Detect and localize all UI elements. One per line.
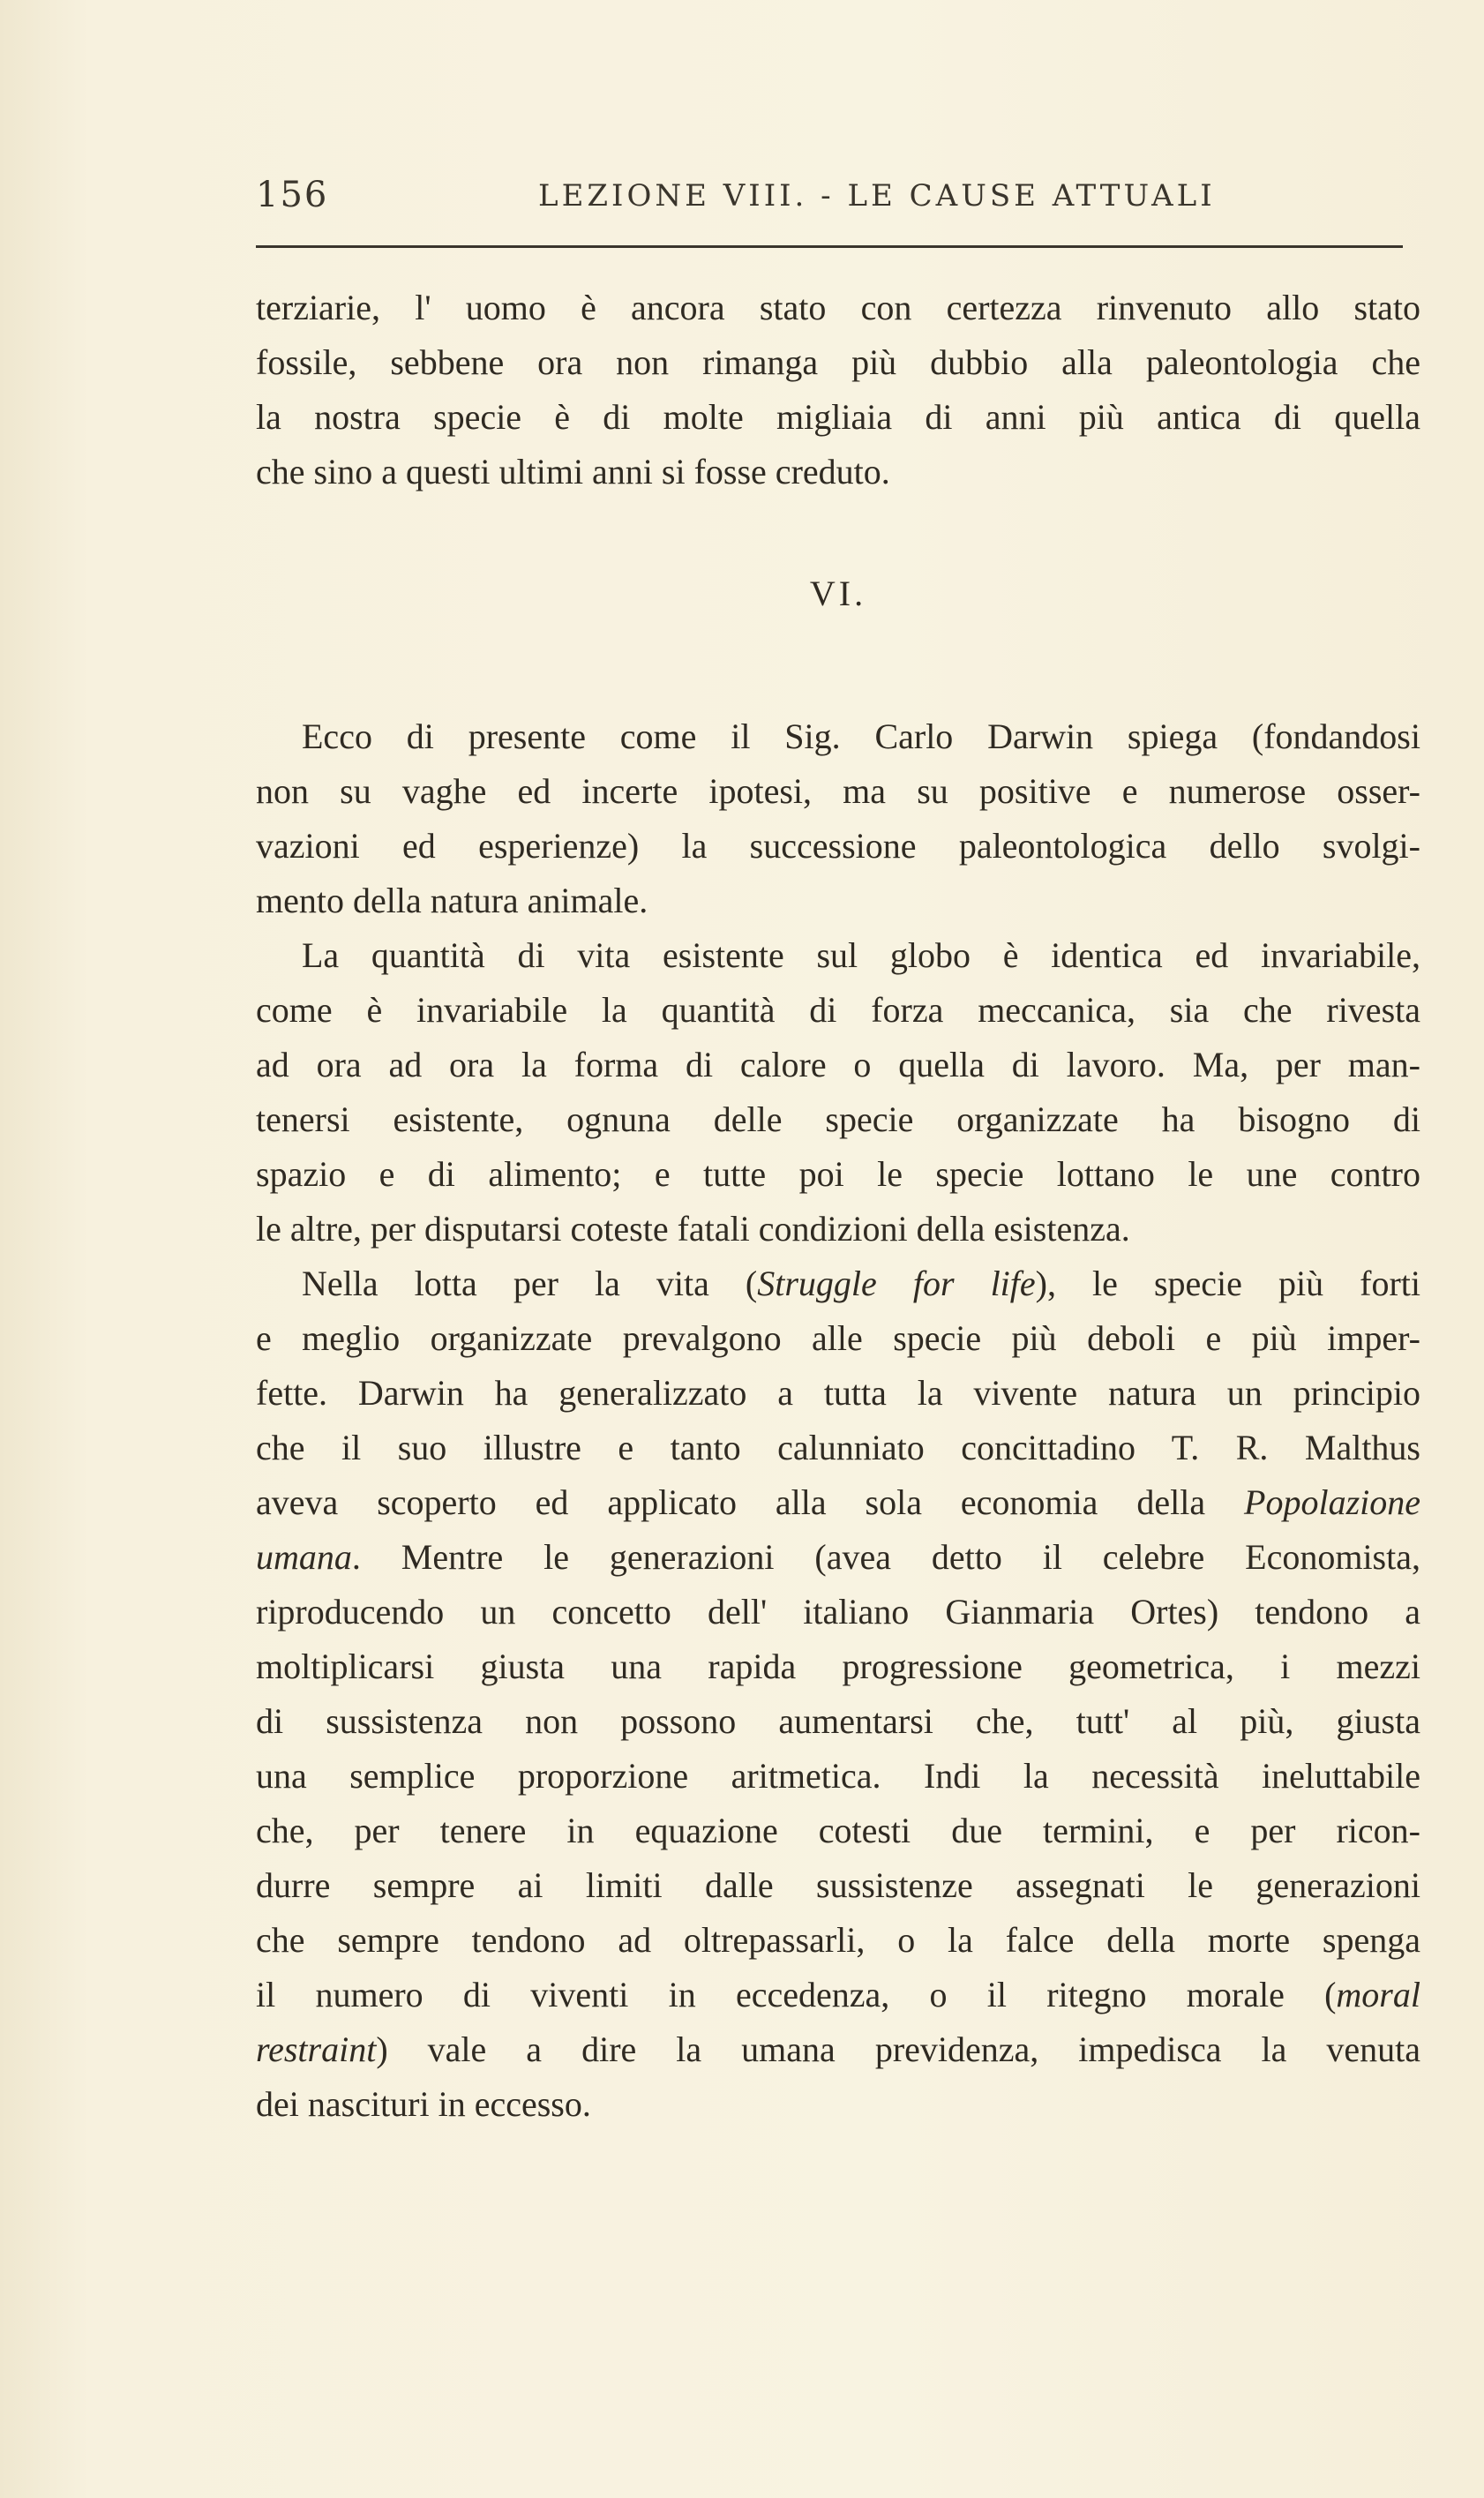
- text-line: fossile, sebbene ora non rimanga più dubbio alla paleontologia che: [256, 342, 1420, 382]
- text-line: e meglio organizzate prevalgono alle specie più deboli e più imper-: [256, 1318, 1420, 1358]
- text-line: terziarie, l' uomo è ancora stato con certezza rinvenuto allo stato: [256, 288, 1420, 327]
- paragraph-4: [256, 1257, 1420, 2132]
- paragraph-2: [256, 709, 1420, 928]
- text-line: dei nascituri in eccesso.: [256, 2084, 591, 2124]
- text-line: Ecco di presente come il Sig. Carlo Darwin spiega (fondandosi: [302, 716, 1420, 756]
- text-line: spazio e di alimento; e tutte poi le specie lottano le une contro: [256, 1154, 1420, 1194]
- text-run: ), le specie più forti: [1035, 1264, 1420, 1303]
- text-line: [256, 1257, 1420, 1311]
- text-line: non su vaghe ed incerte ipotesi, ma su positive e numerose osser-: [256, 771, 1420, 811]
- text-line: ad ora ad ora la forma di calore o quella di lavoro. Ma, per man-: [256, 1045, 1420, 1084]
- text-line: riproducendo un concetto dell' italiano Gianmaria Ortes) tendono a: [256, 1592, 1420, 1632]
- text-run: ) vale a dire la umana previdenza, impedisca la venuta: [376, 2029, 1420, 2069]
- text-run: Nella lotta per la vita (: [302, 1264, 758, 1303]
- italic-text: restraint: [256, 2029, 377, 2069]
- text-run: il numero di viventi in eccedenza, o il ritegno morale (: [256, 1975, 1337, 2014]
- text-run: . Mentre le generazioni (avea detto il celebre Economista,: [351, 1537, 1420, 1577]
- italic-text: Popolazione: [1244, 1482, 1420, 1522]
- text-line: una semplice proporzione aritmetica. Indi la necessità ineluttabile: [256, 1756, 1420, 1796]
- page-number: 156: [256, 175, 329, 215]
- text-line: che sino a questi ultimi anni si fosse creduto.: [256, 452, 890, 491]
- text-line: [256, 1530, 1420, 1585]
- text-line: [256, 1475, 1420, 1530]
- page-header: [256, 175, 1403, 228]
- running-head: LEZIONE VIII. - LE CAUSE ATTUALI: [538, 178, 1216, 214]
- text-line: che il suo illustre e tanto calunniato concittadino T. R. Malthus: [256, 1428, 1420, 1467]
- italic-text: moral: [1336, 1975, 1420, 2014]
- text-line: che sempre tendono ad oltrepassarli, o la falce della morte spenga: [256, 1920, 1420, 1960]
- body-text: [256, 281, 1420, 2132]
- text-line: che, per tenere in equazione cotesti due termini, e per ricon-: [256, 1811, 1420, 1850]
- section-heading: VI.: [809, 574, 867, 613]
- text-line: come è invariabile la quantità di forza meccanica, sia che rivesta: [256, 990, 1420, 1030]
- header-divider: [256, 245, 1403, 248]
- text-line: le altre, per disputarsi coteste fatali condizioni della esistenza.: [256, 1209, 1130, 1249]
- text-line: La quantità di vita esistente sul globo è identica ed invariabile,: [302, 935, 1420, 975]
- text-line: vazioni ed esperienze) la successione paleontologica dello svolgi-: [256, 826, 1420, 866]
- paragraph-3: [256, 928, 1420, 1257]
- paragraph-1: [256, 281, 1420, 499]
- text-line: mento della natura animale.: [256, 881, 648, 920]
- text-line: fette. Darwin ha generalizzato a tutta la vivente natura un principio: [256, 1373, 1420, 1413]
- text-run: aveva scoperto ed applicato alla sola economia della: [256, 1482, 1245, 1522]
- text-line: di sussistenza non possono aumentarsi che, tutt' al più, giusta: [256, 1701, 1420, 1741]
- text-line: moltiplicarsi giusta una rapida progressione geometrica, i mezzi: [256, 1647, 1420, 1686]
- text-line: tenersi esistente, ognuna delle specie organizzate ha bisogno di: [256, 1099, 1420, 1139]
- italic-text: Struggle for life: [757, 1264, 1036, 1303]
- text-line: la nostra specie è di molte migliaia di anni più antica di quella: [256, 397, 1420, 437]
- italic-text: umana: [256, 1537, 352, 1577]
- text-line: [256, 2022, 1420, 2077]
- text-line: [256, 1968, 1420, 2022]
- text-line: durre sempre ai limiti dalle sussistenze assegnati le generazioni: [256, 1865, 1420, 1905]
